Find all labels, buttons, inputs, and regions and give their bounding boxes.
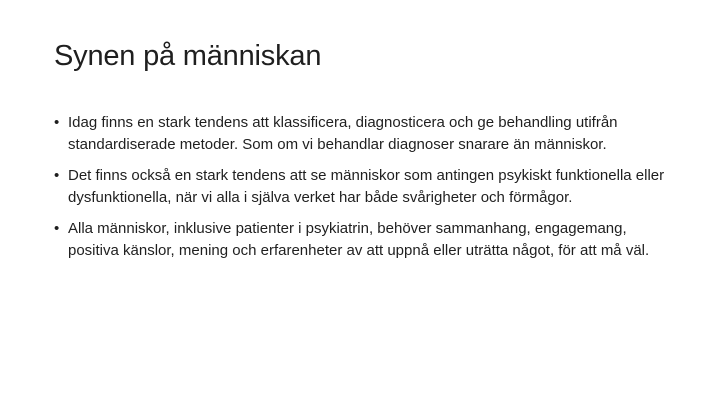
bullet-item [54, 165, 674, 209]
bullet-marker: • [54, 220, 60, 237]
bullet-text: Det finns också en stark tendens att se människor som antingen psykiskt funktionella eller dysfunktionella, när vi alla i själva verket har både svårigheter och förmågor. [68, 167, 665, 206]
bullet-marker: • [54, 114, 60, 131]
bullet-text: Idag finns en stark tendens att klassificera, diagnosticera och ge behandling utifrån standardiserade metoder. Som om vi behandlar diagnoser snarare än människor. [68, 114, 618, 153]
bullet-list [54, 112, 674, 271]
bullet-marker: • [54, 167, 60, 184]
bullet-text: Alla människor, inklusive patienter i psykiatrin, behöver sammanhang, engagemang, positiva känslor, mening och erfarenheter av att uppnå eller uträtta något, för att må väl. [68, 220, 650, 259]
bullet-item [54, 112, 674, 156]
bullet-item [54, 218, 674, 262]
slide-title: Synen på människan [54, 40, 322, 72]
